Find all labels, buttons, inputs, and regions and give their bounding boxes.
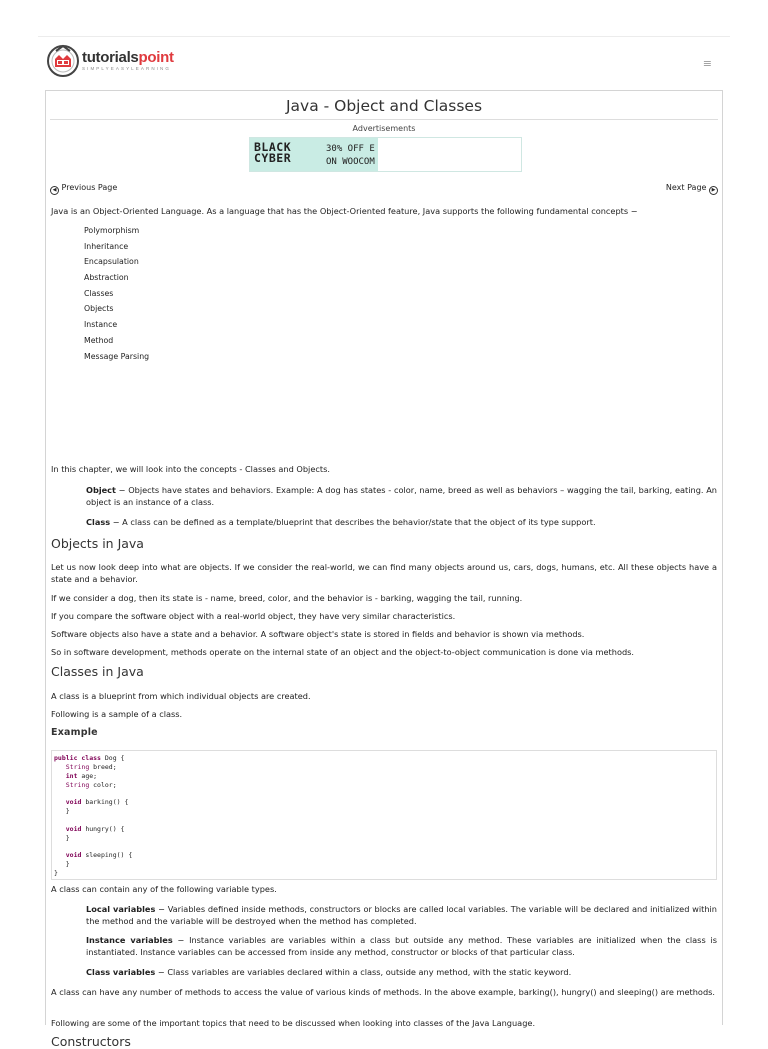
topics-paragraph: Following are some of the important topics that need to be discussed when looking into classes of the Java Language.: [51, 1018, 536, 1028]
code-text: breed;: [89, 762, 117, 771]
objects-paragraph-3: If you compare the software object with a real-world object, they have very similar characteristics.: [51, 611, 456, 621]
list-item: Polymorphism: [84, 226, 140, 235]
code-text: Dog: [100, 754, 121, 762]
class-def-text: − A class can be defined as a template/blueprint that describes the behavior/state that the object of its type support.: [110, 517, 596, 527]
page-navigation: [50, 183, 718, 195]
instance-variables-text: − Instance variables are variables within a class but outside any method. These variables are initialized when the class is instantiated. Instance variables can be accessed from inside any method, constructor or blocks of that particular class.: [86, 935, 717, 957]
previous-page-label: Previous Page: [61, 183, 118, 192]
code-type: int: [65, 771, 78, 780]
class-variables-term: Class variables: [86, 967, 156, 977]
code-text: }: [65, 807, 70, 816]
code-text: hungry() {: [81, 824, 125, 833]
variable-types-intro: A class can contain any of the following variable types.: [51, 884, 277, 894]
ad-image: [250, 138, 378, 171]
ad-offer-line1: 30% OFF E: [326, 144, 375, 154]
object-definition: [51, 484, 717, 508]
circle-left-icon: ◀: [50, 186, 59, 195]
heading-constructors: Constructors: [51, 1034, 131, 1049]
site-header: [38, 36, 730, 87]
ad-black-text: BLACK: [254, 140, 292, 154]
code-text: }: [65, 833, 70, 842]
code-keyword: void: [65, 824, 82, 833]
code-keyword: public class: [54, 754, 101, 762]
objects-paragraph-5: So in software development, methods operate on the internal state of an object and the object-to-object communication is done via methods.: [51, 647, 635, 657]
local-variables-definition: [51, 903, 717, 927]
heading-example: Example: [51, 727, 98, 738]
code-text: sleeping() {: [81, 851, 133, 860]
list-item: Objects: [84, 304, 114, 314]
class-term: Class: [86, 517, 111, 527]
tutorialspoint-logo-icon: [46, 41, 80, 81]
next-page-label: Next Page: [665, 183, 707, 192]
code-keyword: void: [65, 851, 82, 860]
object-term: Object: [86, 485, 116, 495]
code-text: age;: [77, 771, 98, 780]
list-item: Inheritance: [84, 241, 129, 251]
code-text: {: [120, 754, 125, 762]
previous-page-link[interactable]: [50, 183, 117, 195]
local-variables-term: Local variables: [86, 904, 156, 914]
chapter-intro: In this chapter, we will look into the concepts - Classes and Objects.: [51, 464, 330, 474]
heading-objects-in-java: Objects in Java: [51, 536, 144, 551]
ad-offer-line2: ON WOOCOM: [326, 157, 375, 167]
methods-paragraph: A class can have any number of methods to access the value of various kinds of methods. In the above example, barking(), hungry() and sleeping() are methods.: [51, 987, 716, 997]
content-panel: [45, 90, 723, 1049]
code-text: }: [65, 860, 70, 869]
local-variables-text: − Variables defined inside methods, constructors or blocks are called local variables. The variable will be declared and initialized within the method and the variable will be destroyed when the method has completed.: [86, 904, 717, 926]
list-item: Encapsulation: [84, 257, 139, 267]
class-variables-definition: [51, 966, 717, 978]
list-item: Method: [84, 335, 114, 345]
concepts-list: [84, 225, 149, 366]
code-keyword: void: [65, 798, 82, 807]
code-block: [51, 750, 717, 880]
advertisement-banner[interactable]: [249, 137, 522, 172]
class-definition: [51, 516, 717, 528]
list-item: Message Parsing: [84, 351, 150, 361]
logo-tagline: SIMPLYEASYLEARNING: [82, 66, 171, 72]
list-item: Instance: [84, 320, 118, 330]
code-text: color;: [89, 780, 117, 789]
instance-variables-definition: [51, 934, 717, 958]
next-page-link[interactable]: [666, 183, 718, 195]
objects-paragraph-4: Software objects also have a state and a behavior. A software object's state is stored in fields and behavior is shown via methods.: [51, 629, 585, 639]
ad-cyber-text: CYBER: [254, 151, 292, 165]
intro-paragraph: Java is an Object-Oriented Language. As a language that has the Object-Oriented feature, Java supports the following fundamental concepts −: [51, 206, 638, 216]
site-logo[interactable]: [46, 41, 174, 81]
heading-classes-in-java: Classes in Java: [51, 664, 144, 679]
logo-wordmark: tutorialspoint: [82, 49, 174, 67]
list-item: Classes: [84, 288, 114, 298]
class-variables-text: − Class variables are variables declared within a class, outside any method, with the static keyword.: [155, 967, 572, 977]
classes-paragraph-1: A class is a blueprint from which individual objects are created.: [51, 691, 311, 701]
code-type: String: [65, 780, 90, 789]
objects-paragraph-2: If we consider a dog, then its state is - name, breed, color, and the behavior is - barking, wagging the tail, running.: [51, 593, 523, 603]
divider: [50, 119, 718, 120]
instance-variables-term: Instance variables: [86, 935, 173, 945]
code-type: String: [65, 762, 90, 771]
code-text: }: [54, 868, 58, 877]
page-title: Java - Object and Classes: [285, 97, 483, 115]
code-text: barking() {: [81, 798, 129, 807]
classes-paragraph-2: Following is a sample of a class.: [51, 709, 183, 719]
list-item: Abstraction: [84, 273, 129, 283]
hamburger-menu-icon[interactable]: ≡: [702, 57, 712, 70]
ads-label: Advertisements: [352, 124, 416, 133]
objects-paragraph-1: Let us now look deep into what are objects. If we consider the real-world, we can find many objects around us, cars, dogs, humans, etc. All these objects have a state and a behavior.: [51, 562, 717, 584]
object-def-text: − Objects have states and behaviors. Example: A dog has states - color, name, breed as well as behaviors – wagging the tail, barking, eating. An object is an instance of a class.: [86, 485, 717, 507]
circle-right-icon: ▶: [709, 186, 718, 195]
